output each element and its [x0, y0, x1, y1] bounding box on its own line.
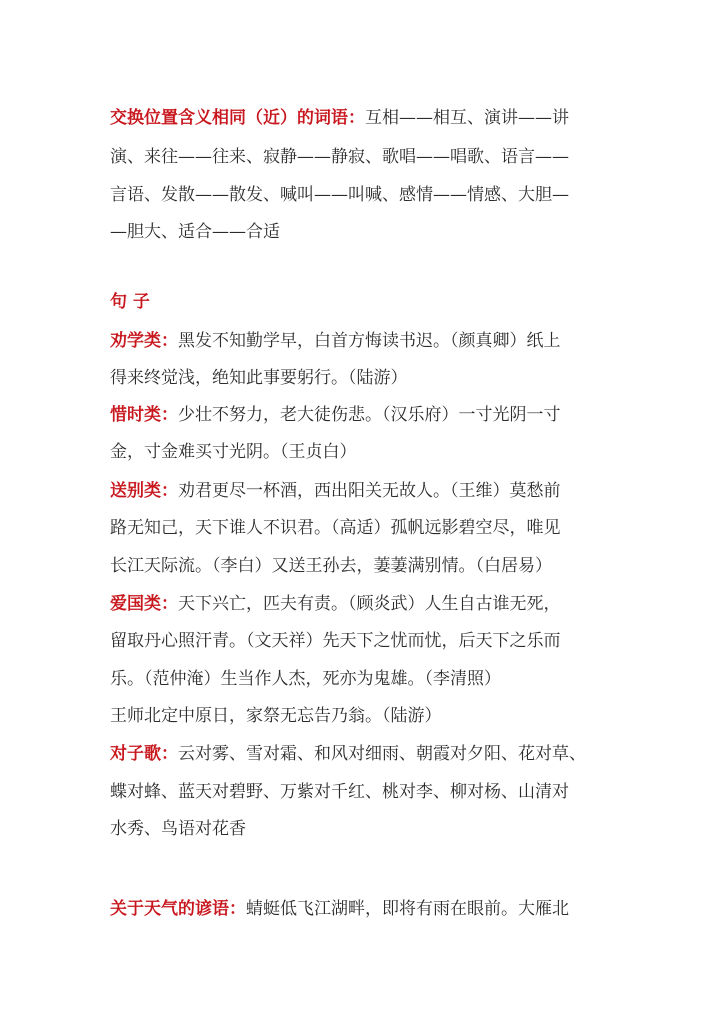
- text-line: [110, 742, 586, 766]
- line-text: 王师北定中原日，家祭无忘告乃翁。（陆游）: [110, 706, 442, 726]
- line-text: 云对雾、雪对霜、和风对细雨、朝霞对夕阳、花对草、: [178, 744, 586, 764]
- text-line: [110, 440, 357, 464]
- text-line: [110, 704, 442, 728]
- line-text: 乐。（范仲淹）生当作人杰，死亦为鬼雄。（李清照）: [110, 669, 501, 689]
- line-text: 长江天际流。（李白）又送王孙去，萋萋满别情。（白居易）: [110, 556, 552, 576]
- line-text: 蝶对蜂、蓝天对碧野、万紫对千红、桃对李、柳对杨、山清对: [110, 782, 569, 802]
- text-line: [110, 667, 501, 691]
- section-label: 爱国类：: [110, 594, 178, 614]
- text-line: [110, 592, 561, 616]
- line-text: 言语、发散——散发、喊叫——叫喊、感情——情感、大胆—: [110, 185, 569, 205]
- section-label: 交换位置含义相同（近）的词语：: [110, 108, 365, 128]
- text-line: [110, 183, 569, 207]
- text-line: [110, 817, 246, 841]
- line-text: 天下兴亡，匹夫有责。（顾炎武）人生自古谁无死，: [178, 594, 561, 614]
- section-heading: [110, 290, 150, 314]
- line-text: 蜻蜓低飞江湖畔，即将有雨在眼前。大雁北: [246, 899, 569, 919]
- line-text: 留取丹心照汗青。（文天祥）先天下之忧而忧，后天下之乐而: [110, 631, 561, 651]
- line-text: 金，寸金难买寸光阴。（王贞白）: [110, 442, 357, 462]
- text-line: [110, 329, 561, 353]
- line-text: 劝君更尽一杯酒，西出阳关无故人。（王维）莫愁前: [178, 481, 561, 501]
- line-text: 水秀、鸟语对花香: [110, 819, 246, 839]
- line-text: 得来终觉浅，绝知此事要躬行。（陆游）: [110, 368, 408, 388]
- line-text: 少壮不努力，老大徒伤悲。（汉乐府）一寸光阴一寸: [178, 405, 561, 425]
- text-line: [110, 479, 561, 503]
- section-label: 句 子: [110, 292, 150, 312]
- text-line: [110, 220, 280, 244]
- section-label: 对子歌：: [110, 744, 178, 764]
- text-line: [110, 366, 408, 390]
- text-line: [110, 897, 569, 921]
- line-text: 黑发不知勤学早，白首方悔读书迟。（颜真卿）纸上: [178, 331, 561, 351]
- line-text: 互相——相互、演讲——讲: [365, 108, 569, 128]
- text-line: [110, 145, 569, 169]
- text-line: [110, 554, 552, 578]
- text-line: [110, 516, 561, 540]
- section-label: 惜时类：: [110, 405, 178, 425]
- text-line: [110, 780, 569, 804]
- section-label: 送别类：: [110, 481, 178, 501]
- section-label: 劝学类：: [110, 331, 178, 351]
- text-line: [110, 403, 561, 427]
- line-text: 路无知己，天下谁人不识君。（高适）孤帆远影碧空尽，唯见: [110, 518, 561, 538]
- text-line: [110, 106, 569, 130]
- section-label: 关于天气的谚语：: [110, 899, 246, 919]
- text-line: [110, 629, 561, 653]
- line-text: —胆大、适合——合适: [110, 222, 280, 242]
- line-text: 演、来往——往来、寂静——静寂、歌唱——唱歌、语言——: [110, 147, 569, 167]
